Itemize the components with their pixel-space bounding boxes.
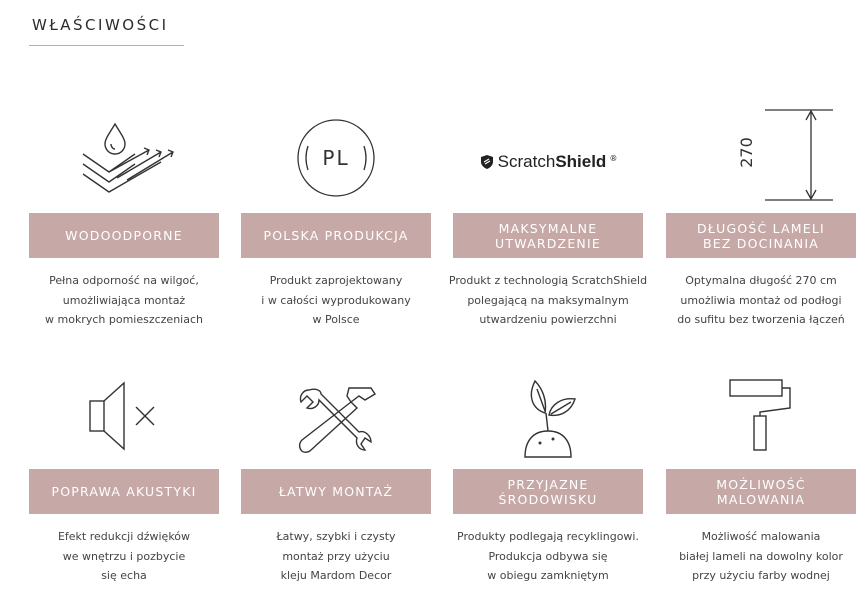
feature-label: WODOODPORNE xyxy=(29,213,219,258)
title-underline xyxy=(29,45,184,46)
feature-description: Produkty podlegają recyklingowi. Produkcja odbywa się w obiegu zamkniętym xyxy=(457,530,639,582)
scratchshield-logo xyxy=(453,112,643,212)
feature-label: DŁUGOŚĆ LAMELI BEZ DOCINANIA xyxy=(666,213,856,258)
logo-text-light: Scratch xyxy=(497,152,556,171)
feature-description: Produkt z technologią ScratchShield polegającą na maksymalnym utwardzeniu powierzchni xyxy=(448,274,648,326)
feature-description: Produkt zaprojektowany i w całości wyprodukowany w Polsce xyxy=(261,274,411,326)
pl-badge-icon xyxy=(241,108,431,208)
waterproof-icon xyxy=(29,105,219,205)
feature-label: PRZYJAZNE ŚRODOWISKU xyxy=(453,469,643,514)
feature-description: Efekt redukcji dźwięków we wnętrzu i pozbycie się echa xyxy=(57,530,191,582)
feature-description: Optymalna długość 270 cm umożliwia montaż od podłogi do sufitu bez tworzenia łączeń xyxy=(677,274,845,326)
feature-label: POLSKA PRODUKCJA xyxy=(241,213,431,258)
shield-icon xyxy=(479,154,495,170)
length-dimension-icon xyxy=(666,105,856,205)
feature-description: Łatwy, szybki i czysty montaż przy użyciu kleju Mardom Decor xyxy=(276,530,396,582)
logo-text-bold: Shield xyxy=(555,152,607,171)
feature-label: ŁATWY MONTAŻ xyxy=(241,469,431,514)
tools-icon xyxy=(241,370,431,470)
page-title: WŁAŚCIWOŚCI xyxy=(32,16,169,34)
feature-label: MOŻLIWOŚĆ MALOWANIA xyxy=(666,469,856,514)
pl-badge-text: PL xyxy=(322,146,350,170)
feature-description: Pełna odporność na wilgoć, umożliwiająca montaż w mokrych pomieszczeniach xyxy=(45,274,203,326)
paint-roller-icon xyxy=(666,365,856,465)
feature-label: POPRAWA AKUSTYKI xyxy=(29,469,219,514)
dimension-text: 270 xyxy=(736,137,756,168)
feature-label: MAKSYMALNE UTWARDZENIE xyxy=(453,213,643,258)
feature-description: Możliwość malowania białej lameli na dowolny kolor przy użyciu farby wodnej xyxy=(679,530,843,582)
logo-registered-mark: ® xyxy=(609,154,618,163)
muted-speaker-icon xyxy=(29,367,219,467)
plant-icon xyxy=(453,364,643,464)
